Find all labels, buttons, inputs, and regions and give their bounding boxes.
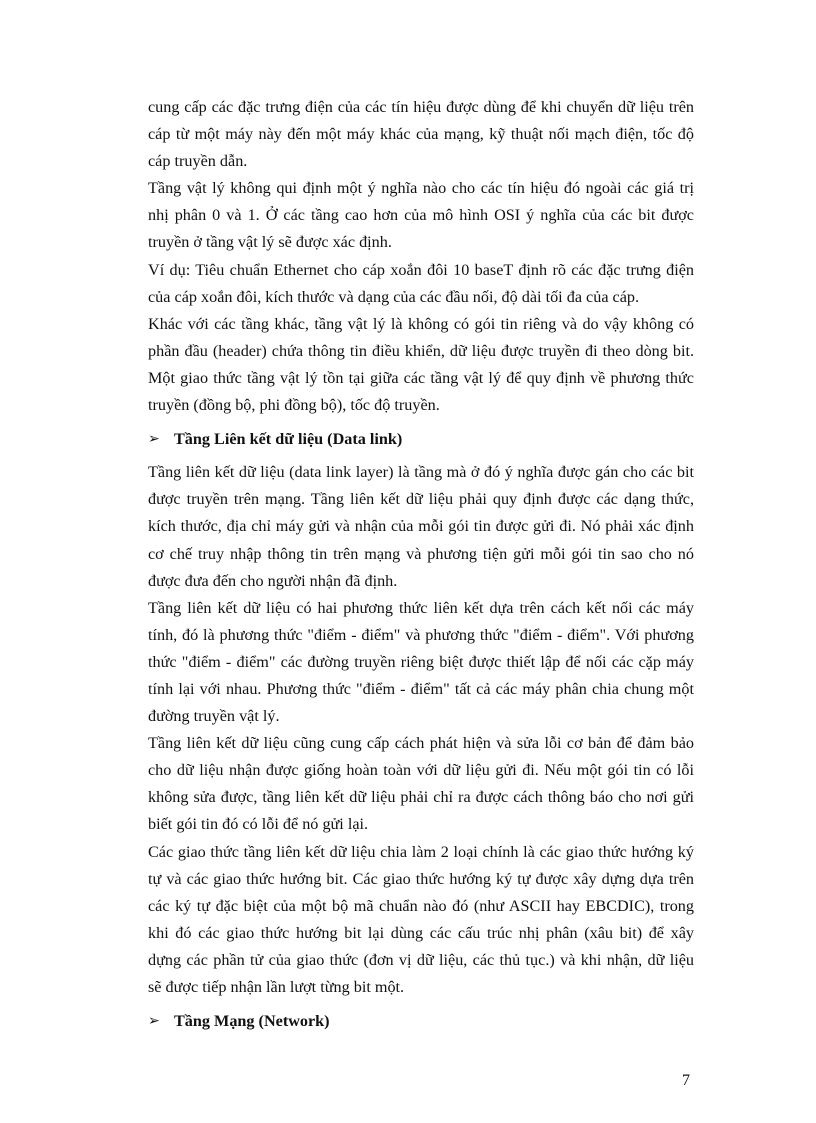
text-line: truyền ở tầng vật lý sẽ được xác định.: [148, 233, 392, 252]
text-line: cung cấp các đặc trưng điện của các tín hiệu được dùng để khi chuyển dữ liệu trên: [148, 98, 694, 116]
text-line: không sửa được, tầng liên kết dữ liệu phải chỉ ra được cách thông báo cho nơi gửi: [148, 788, 694, 807]
text-line: đường truyền vật lý.: [148, 707, 280, 726]
text-line: của cáp xoắn đôi, kích thước và dạng của các đầu nối, độ dài tối đa của cáp.: [148, 287, 640, 306]
paragraph-protocol-types: [148, 839, 694, 1002]
text-line: tính lại với nhau. Phương thức "điểm - điểm" tất cả các máy phân chia chung một: [148, 679, 694, 698]
paragraph-error-detection: [148, 730, 694, 838]
section-heading-data-link: [148, 426, 694, 453]
text-line: kích thước, địa chỉ máy gửi và nhận của mỗi gói tin được gửi đi. Nó phải xác định: [148, 517, 694, 536]
text-line: Ví dụ: Tiêu chuẩn Ethernet cho cáp xoắn đôi 10 baseT định rõ các đặc trưng điện: [148, 260, 694, 279]
text-line: được truyền trên mạng. Tầng liên kết dữ liệu phải quy định được các dạng thức,: [148, 490, 694, 509]
text-line: sẽ được tiếp nhận lần lượt từng bit một.: [148, 978, 405, 996]
paragraph-data-link-methods: [148, 595, 694, 730]
paragraph-data-link-intro: [148, 459, 694, 594]
text-line: Tầng liên kết dữ liệu (data link layer) là tầng mà ở đó ý nghĩa được gán cho các bit: [148, 463, 694, 482]
text-line: Tầng vật lý không qui định một ý nghĩa nào cho các tín hiệu đó ngoài các giá trị: [148, 179, 694, 198]
text-line: thức "điểm - điểm" các đường truyền riêng biệt được thiết lập để nối các cặp máy: [148, 652, 694, 671]
paragraph-ethernet-example: [148, 257, 694, 311]
text-line: Khác với các tầng khác, tầng vật lý là không có gói tin riêng và do vậy không có: [148, 314, 694, 333]
text-line: Tầng liên kết dữ liệu có hai phương thức liên kết dựa trên cách kết nối các máy: [148, 598, 694, 617]
text-line: được đưa đến cho người nhận đã định.: [148, 571, 398, 590]
text-line: truyền (đồng bộ, phi đồng bộ), tốc độ truyền.: [148, 396, 440, 415]
section-heading-network: [148, 1008, 694, 1035]
text-line: dựng các phần tử của giao thức (đơn vị dữ liệu, các thủ tục.) và khi nhận, dữ liệu: [148, 950, 694, 969]
text-line: Tầng liên kết dữ liệu cũng cung cấp cách phát hiện và sửa lỗi cơ bản để đảm bảo: [148, 734, 694, 753]
document-page: [148, 94, 694, 1041]
section-heading-text: Tầng Liên kết dữ liệu (Data link): [174, 430, 403, 449]
text-line: khi đó các giao thức hướng bit lại dùng các cấu trúc nhị phân (xâu bit) để xây: [148, 923, 694, 942]
text-line: tính, đó là phương thức "điểm - điểm" và phương thức "điểm - điểm". Với phương: [148, 625, 694, 644]
text-line: cáp từ một máy này đến một máy khác của mạng, kỹ thuật nối mạch điện, tốc độ: [148, 125, 694, 144]
text-line: Một giao thức tầng vật lý tồn tại giữa các tầng vật lý để quy định về phương thức: [148, 368, 694, 387]
section-heading-text: Tầng Mạng (Network): [174, 1012, 330, 1031]
text-line: nhị phân 0 và 1. Ở các tầng cao hơn của mô hình OSI ý nghĩa của các bit được: [148, 206, 694, 225]
arrow-bullet-icon: ➢: [148, 432, 160, 448]
text-line: các ký tự đặc biệt của một bộ mã chuẩn nào đó (như ASCII hay EBCDIC), trong: [148, 896, 694, 915]
text-line: tự và các giao thức hướng bit. Các giao thức hướng ký tự được xây dựng dựa trên: [148, 869, 694, 888]
text-line: Các giao thức tầng liên kết dữ liệu chia làm 2 loại chính là các giao thức hướng ký: [148, 842, 694, 861]
paragraph-physical-layer-packets: [148, 311, 694, 419]
text-line: cơ chế truy nhập thông tin trên mạng và phương tiện gửi mỗi gói tin sao cho nó: [148, 544, 694, 563]
text-line: biết gói tin đó có lỗi để nó gửi lại.: [148, 815, 369, 834]
text-line: phần đầu (header) chứa thông tin điều khiển, dữ liệu được truyền đi theo dòng bit.: [148, 341, 694, 360]
text-line: cáp truyền dẫn.: [148, 152, 248, 171]
text-line: cho dữ liệu nhận được giống hoàn toàn với dữ liệu gửi đi. Nếu một gói tin có lỗi: [148, 761, 694, 780]
page-number: 7: [682, 1072, 690, 1089]
arrow-bullet-icon: ➢: [148, 1014, 160, 1030]
paragraph-physical-layer-intro: [148, 94, 694, 175]
paragraph-physical-layer-meaning: [148, 175, 694, 256]
